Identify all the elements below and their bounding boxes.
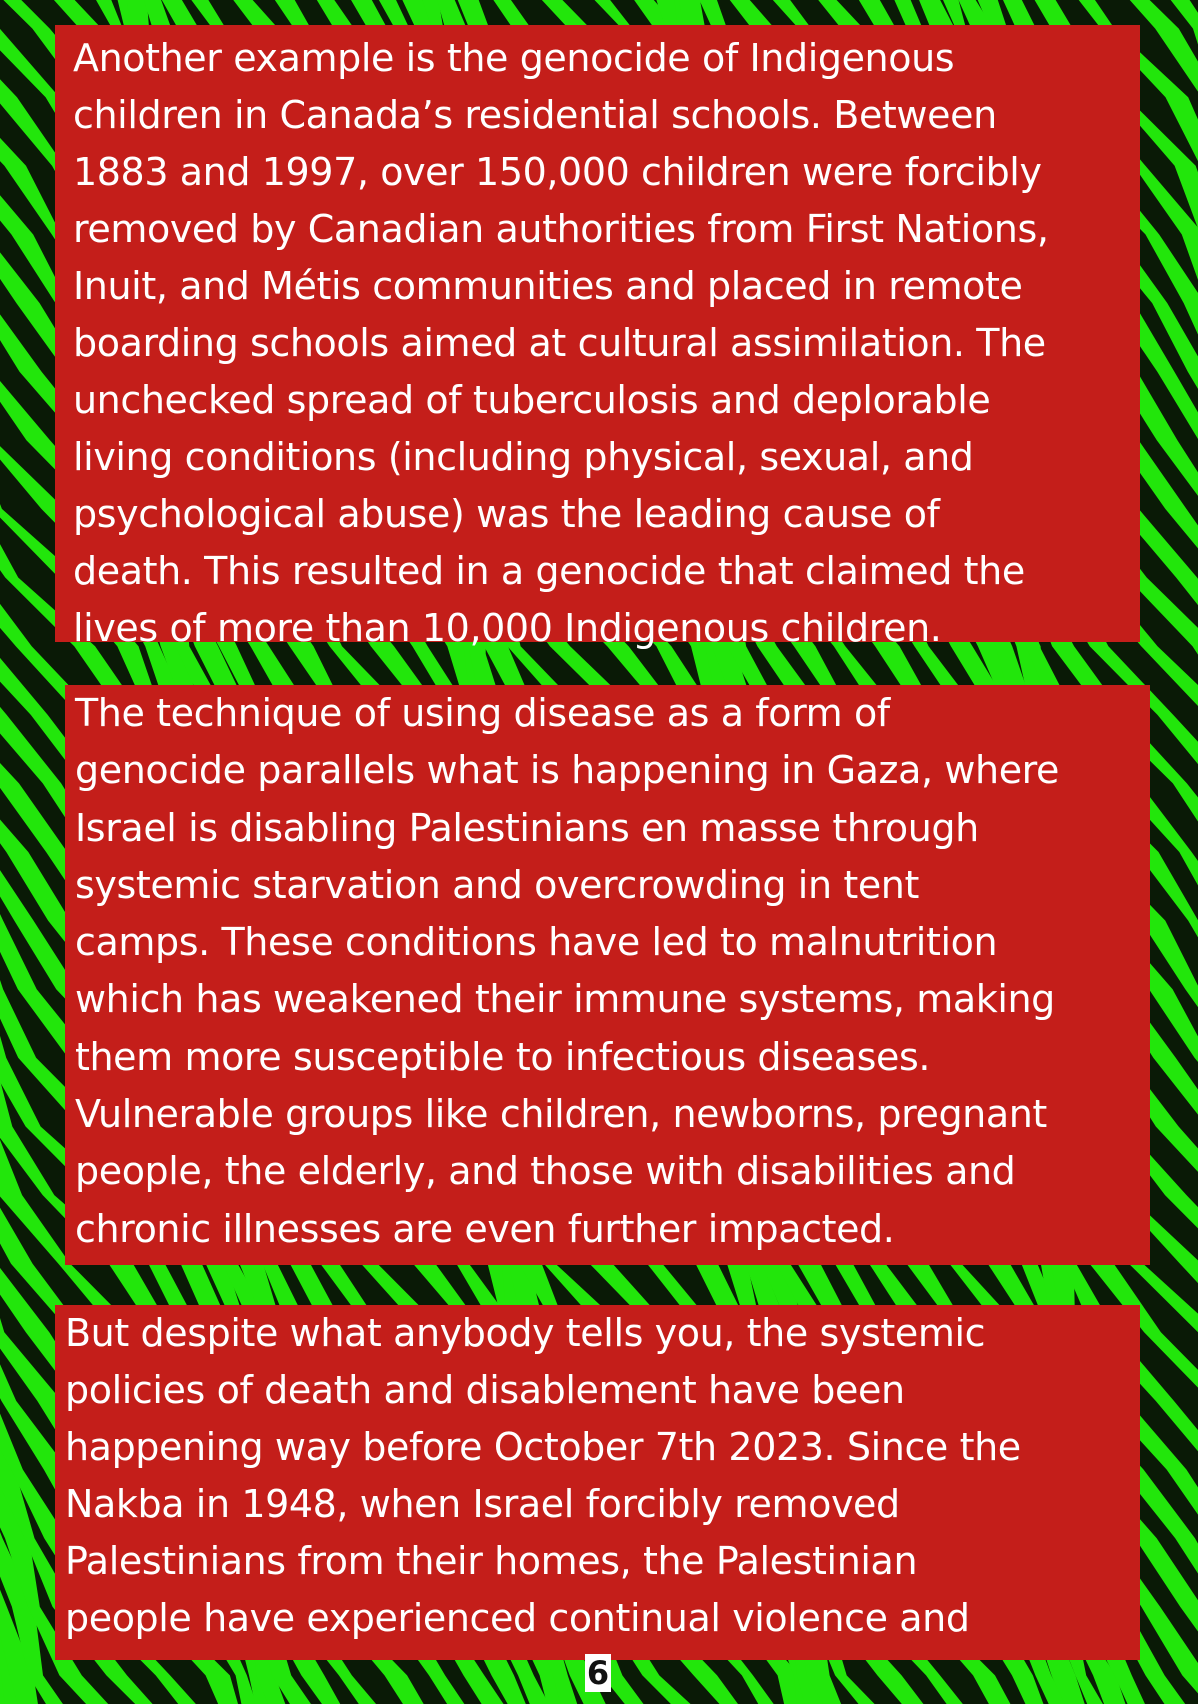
- paragraph-line: happening way before October 7th 2023. Since the: [65, 1425, 1021, 1469]
- paragraph-systemic-policies: [55, 1305, 1140, 1660]
- paragraph-line: Inuit, and Métis communities and placed in remote: [73, 264, 1023, 308]
- paragraph-line: The technique of using disease as a form of: [75, 691, 890, 735]
- paragraph-residential-schools: [55, 25, 1140, 650]
- paragraph-line: people, the elderly, and those with disabilities and: [75, 1149, 1016, 1194]
- paragraph-line: chronic illnesses are even further impacted.: [75, 1206, 895, 1251]
- paragraph-line: camps. These conditions have led to malnutrition: [75, 920, 998, 965]
- paragraph-line: policies of death and disablement have been: [65, 1368, 905, 1412]
- paragraph-line: death. This resulted in a genocide that claimed the: [73, 549, 1025, 593]
- paragraph-line: genocide parallels what is happening in Gaza, where: [75, 748, 1060, 793]
- paragraph-line: Vulnerable groups like children, newborns, pregnant: [75, 1092, 1047, 1137]
- page-number: 6: [586, 1654, 610, 1692]
- paragraph-line: removed by Canadian authorities from First Nations,: [73, 207, 1049, 251]
- paragraph-line: unchecked spread of tuberculosis and deplorable: [73, 378, 991, 422]
- paragraph-line: 1883 and 1997, over 150,000 children were forcibly: [73, 150, 1042, 194]
- paragraph-line: Palestinians from their homes, the Palestinian: [65, 1539, 918, 1583]
- paragraph-line: systemic starvation and overcrowding in tent: [75, 862, 919, 907]
- paragraph-line: Nakba in 1948, when Israel forcibly removed: [65, 1482, 900, 1526]
- paragraph-disease-as-genocide: [65, 685, 1150, 1265]
- paragraph-line: which has weakened their immune systems, making: [75, 977, 1055, 1022]
- paragraph-line: lives of more than 10,000 Indigenous children.: [73, 606, 942, 650]
- paragraph-line: But despite what anybody tells you, the systemic: [65, 1311, 986, 1355]
- paragraph-line: Israel is disabling Palestinians en masse through: [75, 805, 979, 850]
- paragraph-line: psychological abuse) was the leading cause of: [73, 492, 940, 536]
- paragraph-line: Another example is the genocide of Indigenous: [73, 36, 955, 80]
- paragraph-line: them more susceptible to infectious diseases.: [75, 1034, 931, 1079]
- paragraph-line: people have experienced continual violence and: [65, 1596, 970, 1640]
- paragraph-line: boarding schools aimed at cultural assimilation. The: [73, 321, 1046, 365]
- paragraph-line: living conditions (including physical, sexual, and: [73, 435, 974, 479]
- paragraph-line: children in Canada’s residential schools. Between: [73, 93, 997, 137]
